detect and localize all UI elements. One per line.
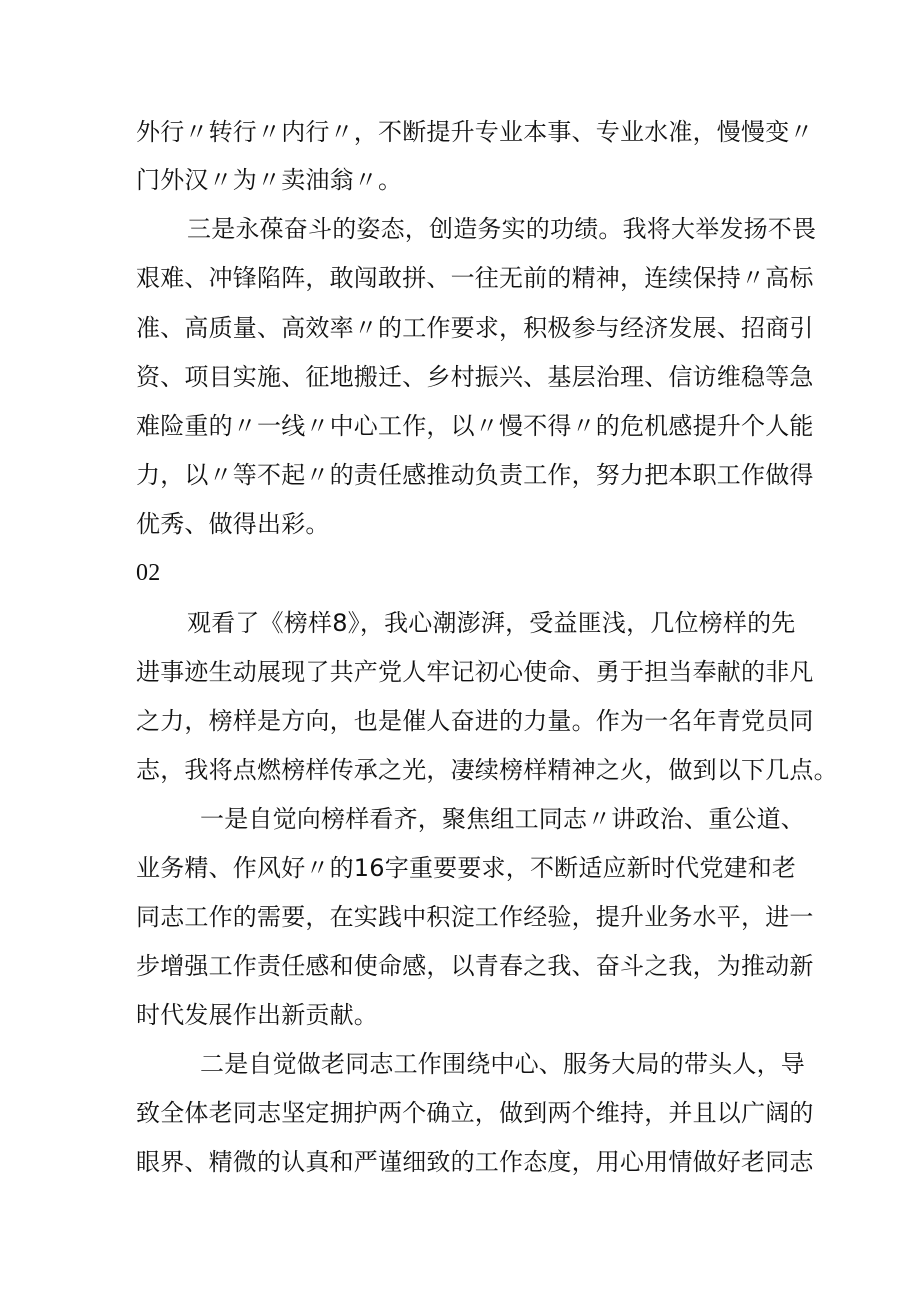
paragraph-3-line-1: 观看了《榜样8》，我心潮澎湃，受益匪浅，几位榜样的先 [187, 609, 796, 637]
paragraph-2-line-6: 力，以〃等不起〃的责任感推动负责工作，努力把本职工作做得 [136, 461, 814, 489]
paragraph-4-line-2: 业务精、作风好〃的16字重要要求，不断适应新时代党建和老 [136, 854, 797, 882]
paragraph-1-line-1: 外行〃转行〃内行〃，不断提升专业本事、专业水准，慢慢变〃 [136, 118, 814, 146]
paragraph-4-line-1: 一是自觉向榜样看齐，聚焦组工同志〃讲政治、重公道、 [200, 805, 805, 833]
paragraph-2-line-5: 难险重的〃一线〃中心工作，以〃慢不得〃的危机感提升个人能 [136, 412, 814, 440]
paragraph-2-line-1: 三是永葆奋斗的姿态，创造务实的功绩。我将大举发扬不畏 [187, 215, 817, 243]
paragraph-5-line-1: 二是自觉做老同志工作围绕中心、服务大局的带头人，导 [200, 1050, 805, 1078]
paragraph-4-line-4: 步增强工作责任感和使命感，以青春之我、奋斗之我，为推动新 [136, 952, 814, 980]
paragraph-3-line-3: 之力，榜样是方向，也是催人奋进的力量。作为一名年青党员同 [136, 707, 814, 735]
paragraph-4-line-5: 时代发展作出新贡献。 [136, 1001, 378, 1029]
paragraph-2-line-7: 优秀、做得出彩。 [136, 510, 330, 538]
paragraph-3-line-2: 进事迹生动展现了共产党人牢记初心使命、勇于担当奉献的非凡 [136, 658, 814, 686]
paragraph-3-line-4: 志，我将点燃榜样传承之光，凄续榜样精神之火，做到以下几点。 [136, 756, 838, 784]
paragraph-5-line-3: 眼界、精微的认真和严谨细致的工作态度，用心用情做好老同志 [136, 1148, 814, 1176]
paragraph-5-line-2: 致全体老同志坚定拥护两个确立，做到两个维持，并且以广阔的 [136, 1099, 814, 1127]
section-number: 02 [136, 560, 161, 586]
paragraph-2-line-3: 准、高质量、高效率〃的工作要求，积极参与经济发展、招商引 [136, 314, 814, 342]
paragraph-4-line-3: 同志工作的需要，在实践中积淀工作经验，提升业务水平，进一 [136, 903, 814, 931]
paragraph-2-line-4: 资、项目实施、征地搬迁、乡村振兴、基层治理、信访维稳等急 [136, 363, 814, 391]
paragraph-1-line-2: 门外汉〃为〃卖油翁〃。 [136, 166, 403, 194]
paragraph-2-line-2: 艰难、冲锋陷阵，敢闯敢拼、一往无前的精神，连续保持〃高标 [136, 264, 814, 292]
